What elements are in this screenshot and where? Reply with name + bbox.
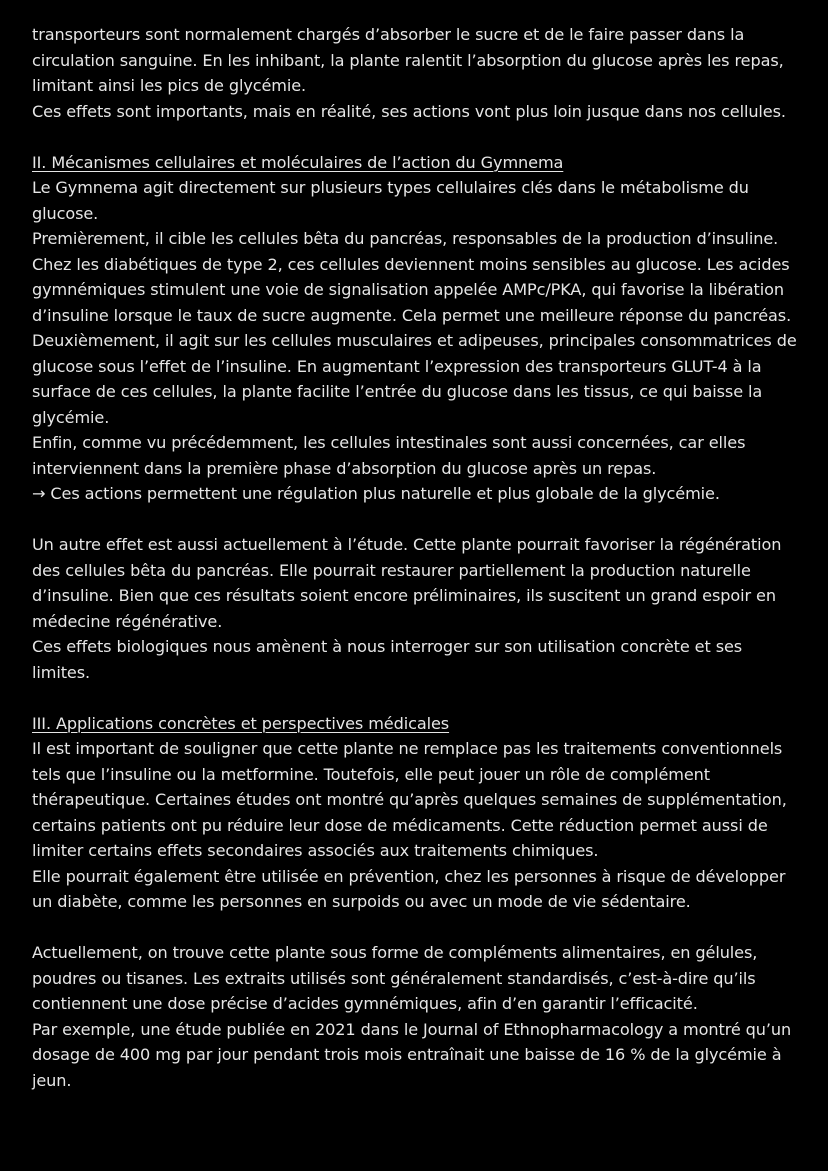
paragraph: Enfin, comme vu précédemment, les cellules intestinales sont aussi concernées, car elles interviennent dans la première phase d’absorption du glucose après un repas. (32, 433, 746, 478)
paragraph: Ces effets biologiques nous amènent à nous interroger sur son utilisation concrète et ses limites. (32, 637, 743, 682)
document-body (32, 22, 802, 1093)
paragraph: Par exemple, une étude publiée en 2021 dans le Journal of Ethnopharmacology a montré qu’un dosage de 400 mg par jour pendant trois mois entraînait une baisse de 16 % de la glycémie à jeun. (32, 1019, 792, 1090)
paragraph-spacer (32, 124, 802, 150)
paragraph: → Ces actions permettent une régulation plus naturelle et plus globale de la glycémie. (32, 484, 720, 503)
paragraph: Ces effets sont importants, mais en réalité, ses actions vont plus loin jusque dans nos cellules. (32, 101, 786, 121)
paragraph: Deuxièmement, il agit sur les cellules musculaires et adipeuses, principales consommatrices de glucose sous l’effet de l’insuline. En augmentant l’expression des transporteurs GLUT-4 à la surface de ces cellules, la plante facilite l’entrée du glucose dans les tissus, ce qui baisse la glycémie. (32, 331, 797, 427)
paragraph: Il est important de souligner que cette plante ne remplace pas les traitements conventionnels tels que l’insuline ou la metformine. Toutefois, elle peut jouer un rôle de complément thérapeutique. Certaines études ont montré qu’après quelques semaines de supplémentation, certains patients ont pu réduire leur dose de médicaments. Cette réduction permet aussi de limiter certains effets secondaires associés aux traitements chimiques. (32, 739, 787, 860)
paragraph: transporteurs sont normalement chargés d’absorber le sucre et de le faire passer dans la circulation sanguine. En les inhibant, la plante ralentit l’absorption du glucose après les repas, limitant ainsi les pics de glycémie. (32, 25, 784, 95)
paragraph: Premièrement, il cible les cellules bêta du pancréas, responsables de la production d’insuline. Chez les diabétiques de type 2, ces cellules deviennent moins sensibles au glucose. Les acides gymnémiques stimulent une voie de signalisation appelée AMPc/PKA, qui favorise la libération d’insuline lorsque le taux de sucre augmente. Cela permet une meilleure réponse du pancréas. (32, 229, 792, 325)
section-heading-2: II. Mécanismes cellulaires et moléculaires de l’action du Gymnema (32, 152, 564, 172)
paragraph-spacer (32, 685, 802, 711)
paragraph: Un autre effet est aussi actuellement à l’étude. Cette plante pourrait favoriser la régénération des cellules bêta du pancréas. Elle pourrait restaurer partiellement la production naturelle d’insuline. Bien que ces résultats soient encore préliminaires, ils suscitent un grand espoir en médecine régénérative. (32, 535, 782, 631)
paragraph: Le Gymnema agit directement sur plusieurs types cellulaires clés dans le métabolisme du glucose. (32, 178, 749, 223)
paragraph-spacer (32, 507, 802, 533)
paragraph: Actuellement, on trouve cette plante sous forme de compléments alimentaires, en gélules, poudres ou tisanes. Les extraits utilisés sont généralement standardisés, c’est-à-dire qu’ils contiennent une dose précise d’acides gymnémiques, afin d’en garantir l’efficacité. (32, 943, 758, 1013)
paragraph: Elle pourrait également être utilisée en prévention, chez les personnes à risque de développer un diabète, comme les personnes en surpoids ou avec un mode de vie sédentaire. (32, 866, 786, 911)
section-heading-3: III. Applications concrètes et perspectives médicales (32, 713, 450, 733)
paragraph-spacer (32, 915, 802, 941)
